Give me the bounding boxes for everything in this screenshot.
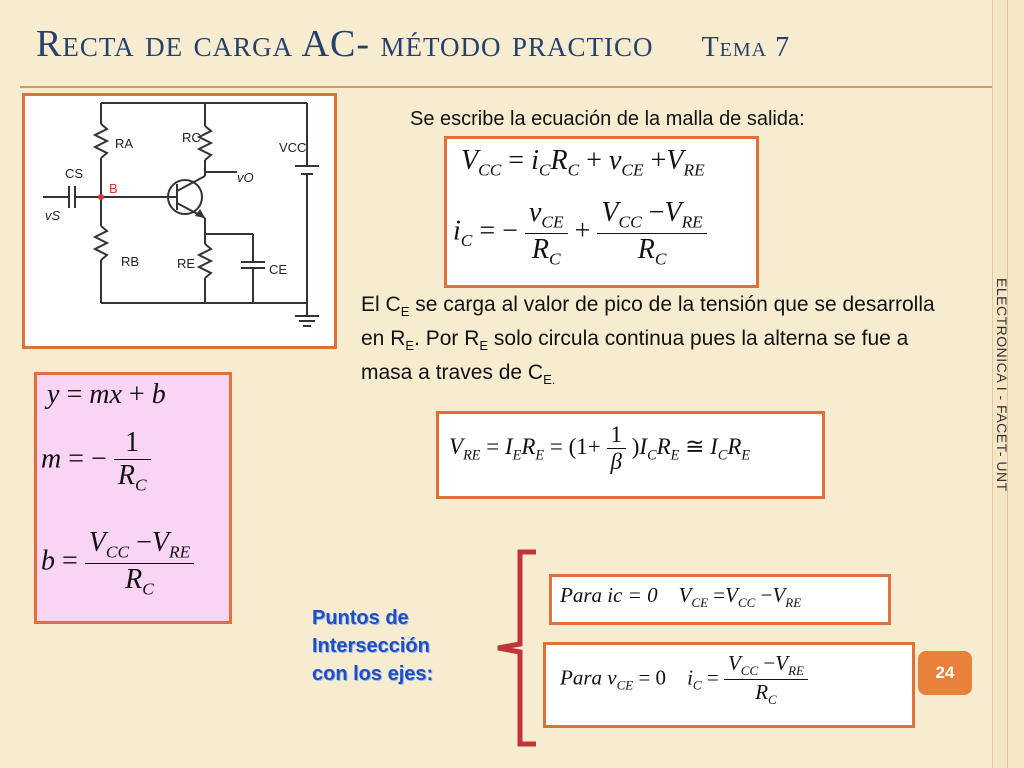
ic-zero-label: ic = 0 — [607, 583, 658, 607]
ce-desc-part3: . Por R — [414, 327, 480, 351]
equation-malla-box — [444, 136, 759, 288]
equation-vcc: $V_{CC} = i_CR_C + v_{CE} +V_{RE}$ — [461, 145, 705, 180]
ce-desc-sub1: E — [400, 304, 410, 320]
label-re: RE — [177, 256, 196, 271]
equation-slope: m = − $\frac{1}{R_C}$ — [41, 427, 151, 496]
label-vo: vO — [237, 170, 254, 185]
equation-ic: $i_C$ = − $\frac{v_{CE}}{R_C}$ + $\frac{V_{CC} -V_{RE}}{R_C}$ — [453, 197, 707, 269]
ce-desc-part1: El C — [361, 293, 401, 316]
equation-line: y = mx + b — [47, 379, 166, 410]
intersection-line1: Puntos de — [312, 607, 409, 629]
label-cs: CS — [65, 166, 84, 181]
equation-ic-zero: Para ic = 0 $V_{CE} =V_{CC} -V_{RE}$ — [560, 583, 802, 611]
label-vs: vS — [45, 208, 61, 223]
slide-title — [36, 22, 790, 66]
para-label-2: Para — [560, 665, 602, 690]
equation-vce-zero-box — [543, 642, 915, 728]
label-rc: RC — [182, 130, 201, 145]
equation-vre-box — [436, 411, 825, 499]
equation-intercept: b = $\frac{V_{CC} -V_{RE}}{R_C}$ — [41, 527, 194, 599]
intersection-line3: con los ejes: — [312, 663, 434, 685]
title-divider — [20, 86, 992, 88]
malla-intro-text: Se escribe la ecuación de la malla de salida: — [410, 108, 805, 130]
ce-desc-part4: solo circula continua pues la alterna se fue a masa a traves de C — [361, 327, 909, 385]
circuit-svg — [25, 96, 328, 340]
line-equation-box — [34, 372, 232, 624]
ce-desc-sub4: E. — [543, 372, 556, 388]
intersection-heading — [312, 604, 433, 688]
equation-ic-zero-box — [549, 574, 891, 625]
para-label-1: Para — [560, 583, 602, 607]
ce-desc-sub2: E — [405, 338, 415, 354]
label-ra: RA — [115, 136, 134, 151]
label-ce: CE — [269, 262, 288, 277]
bracket-icon — [490, 548, 540, 748]
ce-desc-part2: se carga al valor de pico de la tensión que se desarrolla en R — [361, 293, 935, 351]
label-vcc: VCC — [279, 140, 307, 155]
label-b: B — [109, 181, 118, 196]
slide-tema: Tema 7 — [701, 32, 791, 63]
ce-description — [361, 291, 961, 394]
intersection-line2: Intersección — [312, 635, 430, 657]
equation-vre: $V_{RE} = I_ER_E = (1+$ $\frac{1}{\beta}$ )$I_CR_E$ ≅ $I_CR_E$ — [449, 422, 751, 474]
ce-desc-sub3: E — [479, 338, 489, 354]
vce-zero-label: = 0 — [638, 665, 667, 690]
equation-vce-zero: Para $v_{CE} = 0$ $i_C$ = $\frac{V_{CC} -V_{RE}}{R_C}$ — [560, 651, 808, 708]
side-label: ELECTRONICA I - FACET- UNT — [994, 278, 1010, 492]
label-rb: RB — [121, 254, 140, 269]
circuit-diagram — [22, 93, 337, 349]
slide-title-main: Recta de carga AC- método practico — [36, 23, 654, 65]
page-number-badge: 24 — [918, 651, 972, 695]
